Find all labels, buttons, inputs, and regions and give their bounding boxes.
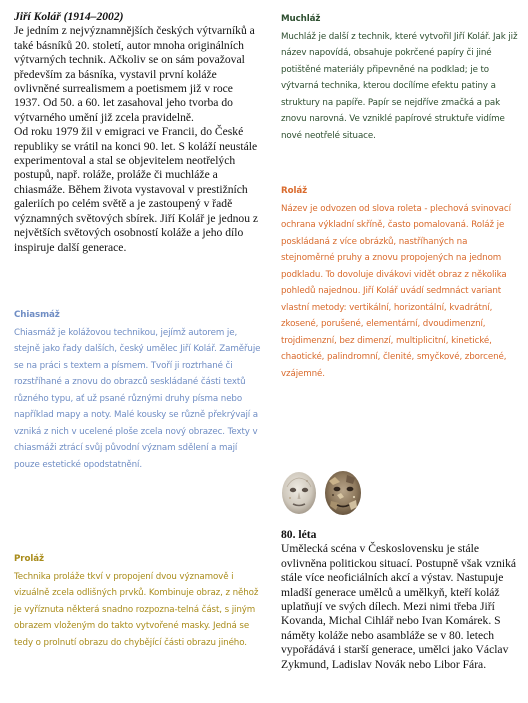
mask-collage-images (277, 467, 367, 517)
kolar-heading: Jiří Kolář (1914–2002) (14, 10, 124, 23)
chiasmaz-text: Chiasmáž je kolážovou technikou, jejímž autorem je, stejně jako řady dalších, český umělec Jiří Kolář. Zaměřuje se na práci s textem a písmem. Tvoří ji roztrhané či rozstříhané a znovu do obrazců seskládané části textů různého typu, ať už psané různými druhy písma nebo například mapy a noty. Malé kousky se různě překrývají a vzniká z nich v ucelené ploše zcela nový obrazec. Texty v chiasmáži ztrácí svůj původní význam sdělení a mají pouze estetické opodstatnění. (14, 327, 261, 470)
prolaz-section (14, 551, 264, 651)
kolar-section (14, 10, 259, 255)
leta80-section (281, 528, 518, 672)
rolaz-section (281, 183, 518, 382)
prolaz-heading: Proláž (14, 554, 44, 564)
rolaz-text: Název je odvozen od slova roleta - plechová svinovací ochrana výkladní skříně, často pomalovaná. Roláž je poskládaná z více obrázků, nastříhaných na stejnoměrné pruhy a znovu propojených na jednom podkladu. To dovoluje divákovi vidět obraz z několika pohledů najednou. Jiří Kolář uvádí sedmnáct variant vlastní metody: vertikální, horizontální, kvadrátní, zkosené, porušené, elementární, dvoudimenzní, trojdimenzní, bez dimenzí, multiplicitní, kinetické, chaotické, palindromní, členité, smyčkové, zborcené, vzájemné. (281, 203, 511, 379)
kolar-paragraph-1: Je jedním z nejvýznamnějších českých výtvarníků a také básníků 20. století, autor mnoha originálních výtvarných technik. Ačkoliv se on sám považoval především za básníka, vystavil první koláže ovlivněné surrealismem a poetismem již v roce 1937. Od 50. a 60. let zasahoval jeho tvorba do výtvarného umění již zcela pravidelně. (14, 24, 255, 124)
muchlaz-heading: Muchláž (281, 14, 321, 24)
kolar-paragraph-2: Od roku 1979 žil v emigraci ve Francii, do České republiky se vrátil na konci 90. let. S koláží neustále experimentoval a stal se objevitelem neotřelých postupů, např. roláže, proláže či muchláže a chiasmáže. Během života vystavoval v prestižních galeriích po celém světě a je zastoupený v řadě významných světových sbírek. Jiří Kolář je jednou z největších světových osobností koláže a jeho dílo inspiruje další generace. (14, 125, 259, 254)
muchlaz-text: Muchláž je další z technik, které vytvořil Jiří Kolář. Jak již název napovídá, obsahuje pokrčené papíry či jiné potištěné materiály připevněné na podklad; je to výtvarná technika, kterou docílíme efektu patiny a struktury na papíře. Papír se nejdříve zmačká a pak znovu narovná. Ve vzniklé papírové struktuře vidíme nové neotřelé situace. (281, 31, 518, 141)
muchlaz-section (281, 11, 518, 144)
chiasmaz-section (14, 307, 262, 473)
rolaz-heading: Roláž (281, 186, 308, 196)
prolaz-text: Technika proláže tkví v propojení dvou významově i vizuálně zcela odlišných prvků. Kombinuje obraz, z něhož je vyříznuta některá snadno rozpozna-telná část, s jiným obrazem vloženým do takto vytvořené masky. Jedná se tedy o prolnutí obrazu do chybějící části obrazu jiného. (14, 571, 259, 648)
mask-collage-image (277, 467, 367, 517)
leta80-heading: 80. léta (281, 528, 317, 541)
chiasmaz-heading: Chiasmáž (14, 310, 60, 320)
leta80-text: Umělecká scéna v Československu je stále ovlivněna politickou situací. Postupně však vzniká stále více neoficiálních akcí a výstav. Nastupuje mladší generace umělců a umělkyň, kteří koláž uplatňují ve svých dílech. Mezi nimi třeba Jiří Kovanda, Michal Cihlář nebo Ivan Komárek. S náměty koláže nebo asambláže se v 80. letech vypořádává i starší generace, umělci jako Václav Zykmund, Ladislav Novák nebo Libor Fára. (281, 542, 517, 671)
